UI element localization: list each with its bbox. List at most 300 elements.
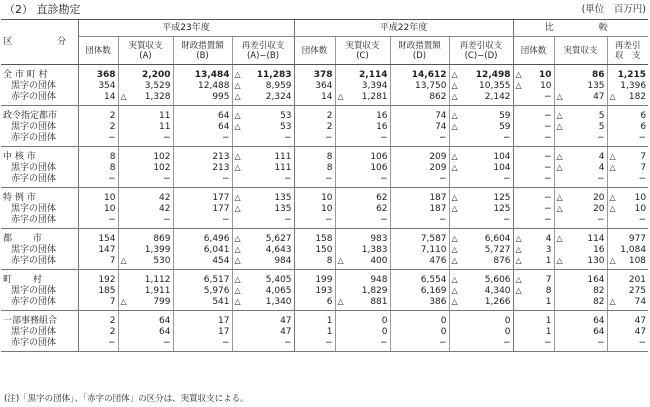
cell-value: 135 [274, 203, 292, 214]
table-row [1, 203, 648, 214]
column-header-row [1, 37, 648, 65]
triangle-icon [610, 204, 616, 214]
column-header-h22-4: 再差引収支 (C)−(D) [449, 37, 513, 65]
table-cell [232, 203, 294, 214]
table-header-area [4, 1, 646, 14]
table-cell: − [554, 214, 607, 229]
table-cell: − [335, 337, 390, 352]
table-cell: 1,829 [335, 285, 390, 296]
table-cell: 192 [78, 270, 118, 286]
table-cell: − [390, 337, 449, 352]
triangle-icon [610, 297, 616, 307]
table-cell: 3,394 [335, 80, 390, 91]
cell-value: 799 [153, 296, 171, 307]
row-label: 黒字の団体 [11, 80, 57, 91]
row-label: 赤字の団体 [1, 337, 78, 352]
table-cell: 977 [607, 229, 648, 245]
table-cell [449, 188, 513, 204]
group-header-compare: 比 較 [513, 20, 648, 37]
cell-value: 4,340 [484, 285, 511, 296]
table-cell: 106 [335, 162, 390, 173]
table-cell: 983 [335, 229, 390, 245]
cell-value: 59 [499, 121, 511, 132]
triangle-icon [452, 163, 458, 173]
cell-value: 10,355 [479, 80, 511, 91]
table-cell: − [118, 214, 173, 229]
cell-value: 3 [545, 244, 552, 255]
table-cell: − [390, 173, 449, 188]
table-cell: 150 [294, 244, 335, 255]
column-header-cmp-1: 団体数 [513, 37, 554, 65]
cell-value: 2,324 [265, 91, 292, 102]
table-cell: − [294, 132, 335, 147]
table-cell: 14 [294, 91, 335, 106]
table-cell: 64 [173, 106, 232, 122]
table-cell: 0 [335, 311, 390, 327]
table-cell: − [554, 337, 607, 352]
table-cell: 948 [335, 270, 390, 286]
triangle-icon [235, 297, 241, 307]
table-cell: 0 [390, 311, 449, 327]
column-header-h22-1: 団体数 [294, 37, 335, 65]
cell-value: 2,142 [484, 91, 511, 102]
table-head [1, 20, 648, 65]
triangle-icon [557, 256, 563, 266]
table-cell: 869 [118, 229, 173, 245]
triangle-icon [452, 256, 458, 266]
cell-value: 1,328 [144, 91, 171, 102]
table-cell: − [78, 173, 118, 188]
header-group-row [1, 20, 648, 37]
table-cell: 364 [294, 80, 335, 91]
cell-value: 104 [493, 162, 511, 173]
triangle-icon [610, 92, 616, 102]
table-cell: 8 [294, 147, 335, 163]
row-label: 赤字の団体 [1, 296, 78, 311]
table-row [1, 80, 648, 91]
table-cell [335, 91, 390, 106]
cell-value: 20 [593, 192, 605, 203]
table-cell: 10 [78, 203, 118, 214]
table-cell [232, 188, 294, 204]
table-cell: − [294, 173, 335, 188]
table-cell: 2,114 [335, 65, 390, 81]
table-cell: − [513, 162, 554, 173]
table-cell [554, 91, 607, 106]
cell-value: 125 [493, 203, 511, 214]
table-row [1, 244, 648, 255]
table-cell: 177 [173, 188, 232, 204]
cell-value: 4 [545, 233, 552, 244]
table-row [1, 311, 648, 327]
cell-value: 1,281 [361, 91, 388, 102]
table-cell: 7 [78, 255, 118, 270]
table-cell: 6,169 [390, 285, 449, 296]
table-cell [449, 296, 513, 311]
cell-value: 7 [640, 151, 647, 162]
table-cell [607, 91, 648, 106]
table-cell: 106 [335, 147, 390, 163]
table-cell: 995 [173, 91, 232, 106]
table-cell: − [513, 147, 554, 163]
table-cell: − [173, 132, 232, 147]
group-header-h22: 平成22年度 [294, 20, 513, 37]
cell-value: 5 [598, 121, 605, 132]
settlement-table [1, 19, 648, 352]
table-cell: 8 [294, 162, 335, 173]
column-header-h23-3: 財政措置額 (B) [173, 37, 232, 65]
triangle-icon [610, 163, 616, 173]
table-cell [554, 229, 607, 245]
table-row [1, 188, 648, 204]
table-cell [554, 147, 607, 163]
table-cell: − [449, 214, 513, 229]
table-cell: − [607, 337, 648, 352]
cell-value: 984 [274, 255, 292, 266]
triangle-icon [452, 122, 458, 132]
cell-value: 876 [493, 255, 511, 266]
row-label: 黒字の団体 [11, 244, 57, 255]
table-row [1, 173, 648, 188]
triangle-icon [235, 81, 241, 91]
table-cell [232, 255, 294, 270]
table-cell: 354 [78, 80, 118, 91]
table-cell [513, 270, 554, 286]
table-cell: − [449, 132, 513, 147]
table-cell: 12,488 [173, 80, 232, 91]
table-row [1, 147, 648, 163]
table-cell: 7,587 [390, 229, 449, 245]
triangle-icon [452, 70, 458, 80]
triangle-icon [235, 234, 241, 244]
table-cell: − [390, 214, 449, 229]
table-cell: − [513, 337, 554, 352]
table-cell: 2 [294, 106, 335, 122]
triangle-icon [452, 204, 458, 214]
table-cell: 5,976 [173, 285, 232, 296]
table-row [1, 65, 648, 81]
table-cell: 0 [335, 326, 390, 337]
table-cell [232, 65, 294, 81]
row-label: 黒字の団体 [11, 162, 57, 173]
table-cell: 47 [607, 311, 648, 327]
row-label: 黒字の団体 [11, 121, 57, 132]
table-cell: 64 [118, 311, 173, 327]
table-cell: − [390, 132, 449, 147]
table-cell: 454 [173, 255, 232, 270]
table-cell [607, 203, 648, 214]
cell-value: 125 [493, 192, 511, 203]
triangle-icon [452, 245, 458, 255]
triangle-icon [557, 193, 563, 203]
table-cell [607, 188, 648, 204]
cell-value: 10 [634, 203, 647, 214]
table-cell: 1,399 [118, 244, 173, 255]
table-cell: 14,612 [390, 65, 449, 81]
table-cell: 14 [78, 91, 118, 106]
cell-value: 5,405 [265, 274, 292, 285]
table-cell [513, 244, 554, 255]
table-cell: − [513, 91, 554, 106]
cell-value: 11,283 [256, 69, 292, 80]
table-cell: 74 [390, 121, 449, 132]
triangle-icon [338, 297, 344, 307]
table-cell [232, 270, 294, 286]
table-cell: 64 [554, 311, 607, 327]
cell-value: 20 [593, 203, 605, 214]
table-cell: 102 [118, 162, 173, 173]
triangle-icon [557, 92, 563, 102]
triangle-icon [235, 193, 241, 203]
table-cell: 3,529 [118, 80, 173, 91]
table-row [1, 296, 648, 311]
table-cell: − [232, 214, 294, 229]
column-header-h22-2: 実質収支 (C) [335, 37, 390, 65]
table-cell [607, 255, 648, 270]
table-cell [554, 188, 607, 204]
kubun-header: 区 分 [1, 20, 78, 65]
triangle-icon [338, 92, 344, 102]
table-cell: 185 [78, 285, 118, 296]
table-cell: − [232, 173, 294, 188]
table-cell: 2 [78, 311, 118, 327]
column-header-h22-3: 財政措置額 (D) [390, 37, 449, 65]
table-cell: − [554, 132, 607, 147]
table-cell: − [513, 188, 554, 204]
table-cell: 378 [294, 65, 335, 81]
table-cell: − [78, 214, 118, 229]
table-cell [513, 255, 554, 270]
table-cell: − [232, 337, 294, 352]
table-cell [513, 229, 554, 245]
cell-value: 10 [539, 69, 552, 80]
triangle-icon [452, 193, 458, 203]
table-cell: 74 [390, 106, 449, 122]
table-cell [554, 106, 607, 122]
footnote: (注)「黒字の団体」、「赤字の団体」の区分は、実質収支による。 [4, 394, 249, 404]
table-row [1, 326, 648, 337]
triangle-icon [516, 81, 522, 91]
table-cell: 82 [554, 296, 607, 311]
table-cell: 6,496 [173, 229, 232, 245]
table-row [1, 229, 648, 245]
table-cell [513, 80, 554, 91]
table-cell [449, 270, 513, 286]
table-cell: 213 [173, 147, 232, 163]
table-cell: 16 [335, 106, 390, 122]
table-cell: 368 [78, 65, 118, 81]
triangle-icon [610, 193, 616, 203]
triangle-icon [610, 256, 616, 266]
triangle-icon [338, 256, 344, 266]
triangle-icon [516, 234, 522, 244]
table-cell: 17 [173, 326, 232, 337]
row-label: 赤字の団体 [1, 255, 78, 270]
table-cell: 193 [294, 285, 335, 296]
cell-value: 5,606 [484, 274, 511, 285]
table-cell [118, 296, 173, 311]
table-cell [449, 65, 513, 81]
table-body [1, 65, 648, 352]
table-cell [513, 65, 554, 81]
triangle-icon [452, 297, 458, 307]
table-cell: 64 [173, 121, 232, 132]
triangle-icon [557, 152, 563, 162]
table-cell: 42 [118, 203, 173, 214]
cell-value: 1,340 [265, 296, 292, 307]
table-row [1, 121, 648, 132]
table-cell: 1,215 [607, 65, 648, 81]
table-cell: 47 [232, 311, 294, 327]
table-cell: 1 [513, 296, 554, 311]
cell-value: 104 [493, 151, 511, 162]
cell-value: 53 [280, 110, 292, 121]
table-cell: − [118, 173, 173, 188]
table-cell [335, 296, 390, 311]
table-cell: 82 [554, 285, 607, 296]
table-cell: 158 [294, 229, 335, 245]
row-label: 黒字の団体 [11, 285, 57, 296]
table-cell: 209 [390, 147, 449, 163]
table-cell: 47 [232, 326, 294, 337]
table-cell: 6,517 [173, 270, 232, 286]
table-cell [449, 91, 513, 106]
table-cell [449, 80, 513, 91]
triangle-icon [516, 275, 522, 285]
table-row [1, 106, 648, 122]
cell-value: 59 [499, 110, 511, 121]
table-cell [232, 147, 294, 163]
triangle-icon [121, 92, 127, 102]
table-cell: 6,041 [173, 244, 232, 255]
column-header-h23-1: 団体数 [78, 37, 118, 65]
row-label: 赤字の団体 [1, 214, 78, 229]
triangle-icon [452, 286, 458, 296]
cell-value: 1,266 [484, 296, 511, 307]
cell-value: 10 [540, 80, 552, 91]
triangle-icon [516, 256, 522, 266]
table-cell [449, 106, 513, 122]
table-cell [449, 285, 513, 296]
table-cell: 1,084 [607, 244, 648, 255]
table-cell: 0 [390, 326, 449, 337]
table-cell: 1,112 [118, 270, 173, 286]
column-header-cmp-2: 実質収支 [554, 37, 607, 65]
table-cell [335, 255, 390, 270]
triangle-icon [557, 234, 563, 244]
table-cell: − [173, 173, 232, 188]
table-cell: − [232, 132, 294, 147]
table-cell: − [513, 173, 554, 188]
cell-value: 8 [545, 285, 552, 296]
table-cell: − [513, 132, 554, 147]
table-cell [449, 162, 513, 173]
table-cell: 11 [118, 121, 173, 132]
table-row [1, 132, 648, 147]
table-cell: − [118, 337, 173, 352]
table-cell: 1 [513, 311, 554, 327]
triangle-icon [235, 111, 241, 121]
table-cell: − [607, 173, 648, 188]
triangle-icon [557, 122, 563, 132]
row-label: 一部事務組合 [3, 315, 58, 326]
triangle-icon [235, 92, 241, 102]
triangle-icon [557, 204, 563, 214]
table-cell: 8 [78, 162, 118, 173]
table-cell: 86 [554, 65, 607, 81]
table-cell: 8 [78, 147, 118, 163]
table-cell: 42 [118, 188, 173, 204]
table-cell: 13,484 [173, 65, 232, 81]
table-cell: 8 [294, 255, 335, 270]
triangle-icon [452, 81, 458, 91]
triangle-icon [610, 152, 616, 162]
triangle-icon [235, 256, 241, 266]
triangle-icon [452, 92, 458, 102]
table-cell [449, 121, 513, 132]
cell-value: 111 [274, 151, 292, 162]
row-label: 町 村 [3, 274, 42, 285]
table-cell: 16 [335, 121, 390, 132]
table-cell [513, 285, 554, 296]
cell-value: 4,065 [265, 285, 292, 296]
table-cell [607, 162, 648, 173]
cell-value: 8,959 [265, 80, 292, 91]
table-row [1, 91, 648, 106]
table-cell: − [173, 337, 232, 352]
triangle-icon [235, 163, 241, 173]
cell-value: 10 [634, 192, 647, 203]
table-cell: 209 [390, 162, 449, 173]
table-cell: 0 [449, 326, 513, 337]
table-cell: 6,554 [390, 270, 449, 286]
triangle-icon [516, 286, 522, 296]
triangle-icon [121, 256, 127, 266]
cell-value: 74 [634, 296, 647, 307]
table-cell: 62 [335, 188, 390, 204]
group-header-h23: 平成23年度 [78, 20, 294, 37]
table-cell: 17 [173, 311, 232, 327]
table-cell: − [78, 132, 118, 147]
row-label: 特 例 市 [3, 192, 36, 203]
table-cell: 2 [78, 106, 118, 122]
table-cell: 1 [294, 326, 335, 337]
table-cell: 862 [390, 91, 449, 106]
table-cell: 1,396 [607, 80, 648, 91]
table-cell: 13,750 [390, 80, 449, 91]
table-cell: 275 [607, 285, 648, 296]
table-cell: − [335, 173, 390, 188]
table-cell: 2 [78, 326, 118, 337]
column-header-cmp-3: 再差引 収 支 [607, 37, 648, 65]
cell-value: 5,727 [484, 244, 511, 255]
table-cell [232, 162, 294, 173]
table-cell [118, 255, 173, 270]
table-cell: 187 [390, 203, 449, 214]
table-row [1, 270, 648, 286]
table-cell: − [335, 214, 390, 229]
table-cell: − [294, 337, 335, 352]
table-cell: 2 [78, 121, 118, 132]
triangle-icon [516, 245, 522, 255]
cell-value: 5,627 [265, 233, 292, 244]
table-cell [554, 203, 607, 214]
table-cell [554, 255, 607, 270]
cell-value: 114 [587, 233, 605, 244]
table-row [1, 337, 648, 352]
column-header-h23-2: 実質収支 (A) [118, 37, 173, 65]
triangle-icon [235, 204, 241, 214]
